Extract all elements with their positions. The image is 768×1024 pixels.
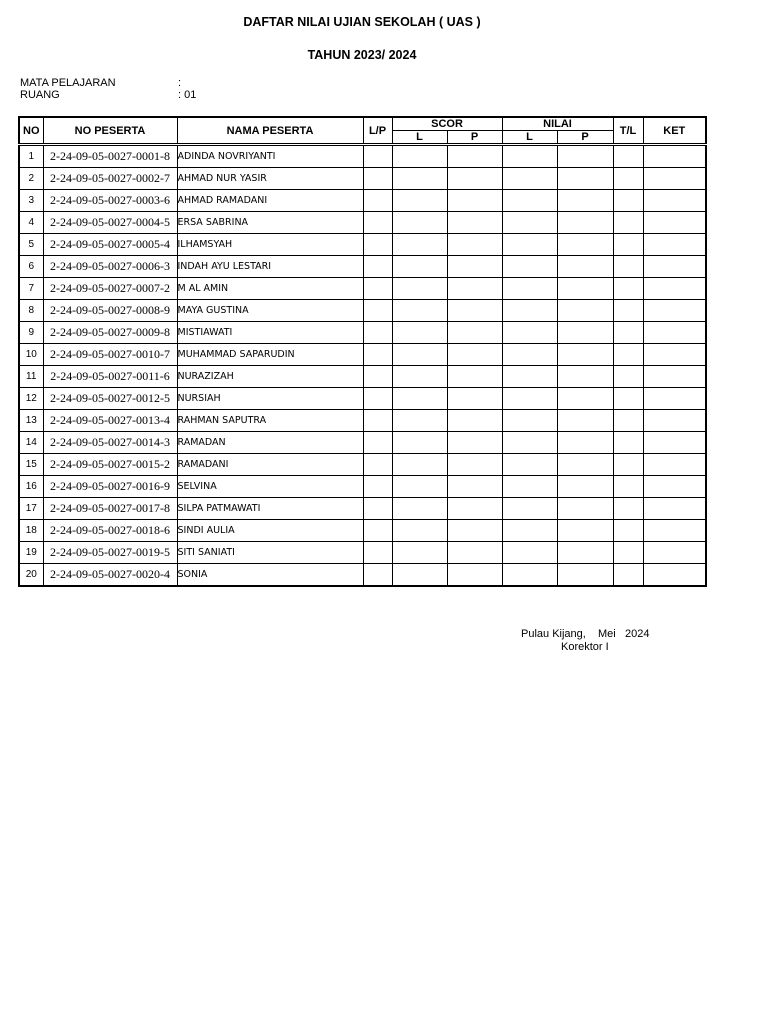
tl-cell — [613, 234, 643, 256]
row-number: 8 — [19, 300, 43, 322]
participant-number: 2-24-09-05-0027-0016-9 — [43, 476, 177, 498]
table-row — [19, 190, 706, 212]
remarks-cell — [643, 234, 706, 256]
participant-number: 2-24-09-05-0027-0010-7 — [43, 344, 177, 366]
score-l-cell — [392, 476, 447, 498]
grade-l-cell — [502, 542, 557, 564]
table-row — [19, 366, 706, 388]
gender-cell — [363, 212, 392, 234]
gender-cell — [363, 476, 392, 498]
participant-number: 2-24-09-05-0027-0013-4 — [43, 410, 177, 432]
table-row — [19, 498, 706, 520]
tl-cell — [613, 300, 643, 322]
table-row — [19, 520, 706, 542]
participant-number: 2-24-09-05-0027-0001-8 — [43, 145, 177, 168]
row-number: 7 — [19, 278, 43, 300]
gender-cell — [363, 322, 392, 344]
remarks-cell — [643, 564, 706, 587]
tl-cell — [613, 454, 643, 476]
row-number: 5 — [19, 234, 43, 256]
participant-number: 2-24-09-05-0027-0015-2 — [43, 454, 177, 476]
grade-p-cell — [557, 564, 613, 587]
grade-p-cell — [557, 190, 613, 212]
grade-l-cell — [502, 256, 557, 278]
room-value: : 01 — [178, 89, 197, 101]
participant-number: 2-24-09-05-0027-0018-6 — [43, 520, 177, 542]
score-l-cell — [392, 212, 447, 234]
remarks-cell — [643, 476, 706, 498]
header-grade-p: P — [557, 131, 613, 145]
participant-name: RAMADANI — [177, 454, 363, 476]
participant-name: M AL AMIN — [177, 278, 363, 300]
participant-name: ILHAMSYAH — [177, 234, 363, 256]
gender-cell — [363, 410, 392, 432]
grade-l-cell — [502, 145, 557, 168]
header-remarks: KET — [643, 117, 706, 145]
tl-cell — [613, 410, 643, 432]
header-gender: L/P — [363, 117, 392, 145]
header-participant-name: NAMA PESERTA — [177, 117, 363, 145]
participant-name: AHMAD RAMADANI — [177, 190, 363, 212]
table-row — [19, 234, 706, 256]
row-number: 16 — [19, 476, 43, 498]
academic-year: TAHUN 2023/ 2024 — [307, 48, 417, 62]
grade-p-cell — [557, 278, 613, 300]
header-score-p: P — [447, 131, 502, 145]
score-l-cell — [392, 454, 447, 476]
row-number: 4 — [19, 212, 43, 234]
table-row — [19, 410, 706, 432]
table-row — [19, 388, 706, 410]
remarks-cell — [643, 300, 706, 322]
header-no: NO — [19, 117, 43, 145]
grade-l-cell — [502, 278, 557, 300]
tl-cell — [613, 498, 643, 520]
score-p-cell — [447, 388, 502, 410]
score-l-cell — [392, 564, 447, 587]
gender-cell — [363, 564, 392, 587]
row-number: 17 — [19, 498, 43, 520]
grade-p-cell — [557, 498, 613, 520]
gender-cell — [363, 234, 392, 256]
participant-number: 2-24-09-05-0027-0012-5 — [43, 388, 177, 410]
participant-number: 2-24-09-05-0027-0017-8 — [43, 498, 177, 520]
grade-p-cell — [557, 234, 613, 256]
grade-p-cell — [557, 454, 613, 476]
subject-label: MATA PELAJARAN — [20, 77, 116, 89]
remarks-cell — [643, 498, 706, 520]
score-l-cell — [392, 432, 447, 454]
participant-number: 2-24-09-05-0027-0006-3 — [43, 256, 177, 278]
participant-number: 2-24-09-05-0027-0002-7 — [43, 168, 177, 190]
room-label: RUANG — [20, 89, 60, 101]
header-participant-no: NO PESERTA — [43, 117, 177, 145]
score-p-cell — [447, 344, 502, 366]
row-number: 15 — [19, 454, 43, 476]
grade-l-cell — [502, 344, 557, 366]
table-row — [19, 454, 706, 476]
tl-cell — [613, 322, 643, 344]
grade-p-cell — [557, 300, 613, 322]
table-row — [19, 564, 706, 587]
score-p-cell — [447, 542, 502, 564]
grade-p-cell — [557, 145, 613, 168]
participant-name: MUHAMMAD SAPARUDIN — [177, 344, 363, 366]
grade-p-cell — [557, 476, 613, 498]
signature-month: Mei — [598, 628, 616, 640]
grade-p-cell — [557, 322, 613, 344]
score-l-cell — [392, 234, 447, 256]
score-l-cell — [392, 278, 447, 300]
gender-cell — [363, 432, 392, 454]
gender-cell — [363, 300, 392, 322]
participant-number: 2-24-09-05-0027-0008-9 — [43, 300, 177, 322]
participant-name: RAMADAN — [177, 432, 363, 454]
participant-name: SELVINA — [177, 476, 363, 498]
score-l-cell — [392, 366, 447, 388]
table-row — [19, 322, 706, 344]
grade-l-cell — [502, 476, 557, 498]
participant-name: ADINDA NOVRIYANTI — [177, 145, 363, 168]
tl-cell — [613, 388, 643, 410]
tl-cell — [613, 542, 643, 564]
participant-name: NURSIAH — [177, 388, 363, 410]
remarks-cell — [643, 454, 706, 476]
score-p-cell — [447, 564, 502, 587]
tl-cell — [613, 476, 643, 498]
remarks-cell — [643, 366, 706, 388]
header-score-l: L — [392, 131, 447, 145]
score-l-cell — [392, 300, 447, 322]
participant-name: MISTIAWATI — [177, 322, 363, 344]
row-number: 11 — [19, 366, 43, 388]
row-number: 1 — [19, 145, 43, 168]
score-p-cell — [447, 410, 502, 432]
remarks-cell — [643, 278, 706, 300]
score-p-cell — [447, 322, 502, 344]
remarks-cell — [643, 410, 706, 432]
tl-cell — [613, 432, 643, 454]
row-number: 3 — [19, 190, 43, 212]
grade-p-cell — [557, 520, 613, 542]
remarks-cell — [643, 322, 706, 344]
table-row — [19, 145, 706, 168]
remarks-cell — [643, 212, 706, 234]
table-row — [19, 542, 706, 564]
document-title: DAFTAR NILAI UJIAN SEKOLAH ( UAS ) — [243, 15, 481, 29]
grade-p-cell — [557, 432, 613, 454]
row-number: 19 — [19, 542, 43, 564]
gender-cell — [363, 366, 392, 388]
gender-cell — [363, 190, 392, 212]
gender-cell — [363, 256, 392, 278]
table-row — [19, 344, 706, 366]
tl-cell — [613, 520, 643, 542]
tl-cell — [613, 212, 643, 234]
table-row — [19, 476, 706, 498]
gender-cell — [363, 278, 392, 300]
score-l-cell — [392, 322, 447, 344]
grade-l-cell — [502, 520, 557, 542]
row-number: 13 — [19, 410, 43, 432]
table-row — [19, 300, 706, 322]
row-number: 9 — [19, 322, 43, 344]
remarks-cell — [643, 145, 706, 168]
tl-cell — [613, 190, 643, 212]
grade-p-cell — [557, 168, 613, 190]
remarks-cell — [643, 344, 706, 366]
score-l-cell — [392, 168, 447, 190]
gender-cell — [363, 168, 392, 190]
participant-number: 2-24-09-05-0027-0019-5 — [43, 542, 177, 564]
header-grade-l: L — [502, 131, 557, 145]
corrector-title: Korektor I — [561, 641, 609, 653]
grade-l-cell — [502, 454, 557, 476]
participant-number: 2-24-09-05-0027-0009-8 — [43, 322, 177, 344]
score-p-cell — [447, 145, 502, 168]
score-p-cell — [447, 278, 502, 300]
remarks-cell — [643, 256, 706, 278]
row-number: 14 — [19, 432, 43, 454]
gender-cell — [363, 498, 392, 520]
score-l-cell — [392, 190, 447, 212]
score-l-cell — [392, 520, 447, 542]
table-row — [19, 278, 706, 300]
remarks-cell — [643, 432, 706, 454]
tl-cell — [613, 278, 643, 300]
gender-cell — [363, 520, 392, 542]
tl-cell — [613, 366, 643, 388]
table-row — [19, 168, 706, 190]
participant-name: ERSA SABRINA — [177, 212, 363, 234]
score-l-cell — [392, 344, 447, 366]
participant-name: SONIA — [177, 564, 363, 587]
score-p-cell — [447, 300, 502, 322]
score-l-cell — [392, 388, 447, 410]
signature-year: 2024 — [625, 628, 650, 640]
grade-p-cell — [557, 256, 613, 278]
participant-name: RAHMAN SAPUTRA — [177, 410, 363, 432]
score-p-cell — [447, 454, 502, 476]
participant-rows — [19, 145, 706, 587]
grade-l-cell — [502, 168, 557, 190]
participant-name: INDAH AYU LESTARI — [177, 256, 363, 278]
grade-l-cell — [502, 212, 557, 234]
participant-number: 2-24-09-05-0027-0003-6 — [43, 190, 177, 212]
participant-name: SINDI AULIA — [177, 520, 363, 542]
participant-number: 2-24-09-05-0027-0004-5 — [43, 212, 177, 234]
grade-l-cell — [502, 190, 557, 212]
score-l-cell — [392, 498, 447, 520]
grade-p-cell — [557, 388, 613, 410]
participant-name: SILPA PATMAWATI — [177, 498, 363, 520]
participant-number: 2-24-09-05-0027-0005-4 — [43, 234, 177, 256]
row-number: 18 — [19, 520, 43, 542]
remarks-cell — [643, 388, 706, 410]
gender-cell — [363, 344, 392, 366]
header-score: SCOR — [392, 117, 502, 131]
grade-p-cell — [557, 366, 613, 388]
score-p-cell — [447, 256, 502, 278]
grade-l-cell — [502, 410, 557, 432]
signature-place: Pulau Kijang, — [521, 628, 586, 640]
participant-number: 2-24-09-05-0027-0014-3 — [43, 432, 177, 454]
gender-cell — [363, 454, 392, 476]
score-p-cell — [447, 190, 502, 212]
subject-value: : — [178, 77, 182, 89]
header-tl: T/L — [613, 117, 643, 145]
grade-l-cell — [502, 300, 557, 322]
score-p-cell — [447, 432, 502, 454]
grade-l-cell — [502, 366, 557, 388]
participant-name: AHMAD NUR YASIR — [177, 168, 363, 190]
table-row — [19, 256, 706, 278]
participant-name: SITI SANIATI — [177, 542, 363, 564]
row-number: 6 — [19, 256, 43, 278]
score-p-cell — [447, 498, 502, 520]
score-p-cell — [447, 168, 502, 190]
participant-number: 2-24-09-05-0027-0020-4 — [43, 564, 177, 587]
score-l-cell — [392, 410, 447, 432]
grade-l-cell — [502, 432, 557, 454]
score-p-cell — [447, 212, 502, 234]
row-number: 20 — [19, 564, 43, 587]
score-p-cell — [447, 234, 502, 256]
participant-name: MAYA GUSTINA — [177, 300, 363, 322]
table-row — [19, 212, 706, 234]
grade-p-cell — [557, 212, 613, 234]
row-number: 10 — [19, 344, 43, 366]
remarks-cell — [643, 190, 706, 212]
grade-p-cell — [557, 542, 613, 564]
score-l-cell — [392, 256, 447, 278]
tl-cell — [613, 256, 643, 278]
grade-l-cell — [502, 498, 557, 520]
remarks-cell — [643, 520, 706, 542]
tl-cell — [613, 168, 643, 190]
gender-cell — [363, 542, 392, 564]
tl-cell — [613, 145, 643, 168]
row-number: 12 — [19, 388, 43, 410]
grade-l-cell — [502, 322, 557, 344]
score-p-cell — [447, 520, 502, 542]
score-table — [18, 116, 707, 587]
score-p-cell — [447, 476, 502, 498]
gender-cell — [363, 388, 392, 410]
tl-cell — [613, 344, 643, 366]
participant-number: 2-24-09-05-0027-0007-2 — [43, 278, 177, 300]
grade-p-cell — [557, 410, 613, 432]
score-l-cell — [392, 145, 447, 168]
row-number: 2 — [19, 168, 43, 190]
participant-number: 2-24-09-05-0027-0011-6 — [43, 366, 177, 388]
header-grade: NILAI — [502, 117, 613, 131]
tl-cell — [613, 564, 643, 587]
participant-name: NURAZIZAH — [177, 366, 363, 388]
remarks-cell — [643, 542, 706, 564]
score-p-cell — [447, 366, 502, 388]
grade-l-cell — [502, 564, 557, 587]
grade-p-cell — [557, 344, 613, 366]
score-l-cell — [392, 542, 447, 564]
grade-l-cell — [502, 234, 557, 256]
table-row — [19, 432, 706, 454]
gender-cell — [363, 145, 392, 168]
remarks-cell — [643, 168, 706, 190]
grade-l-cell — [502, 388, 557, 410]
